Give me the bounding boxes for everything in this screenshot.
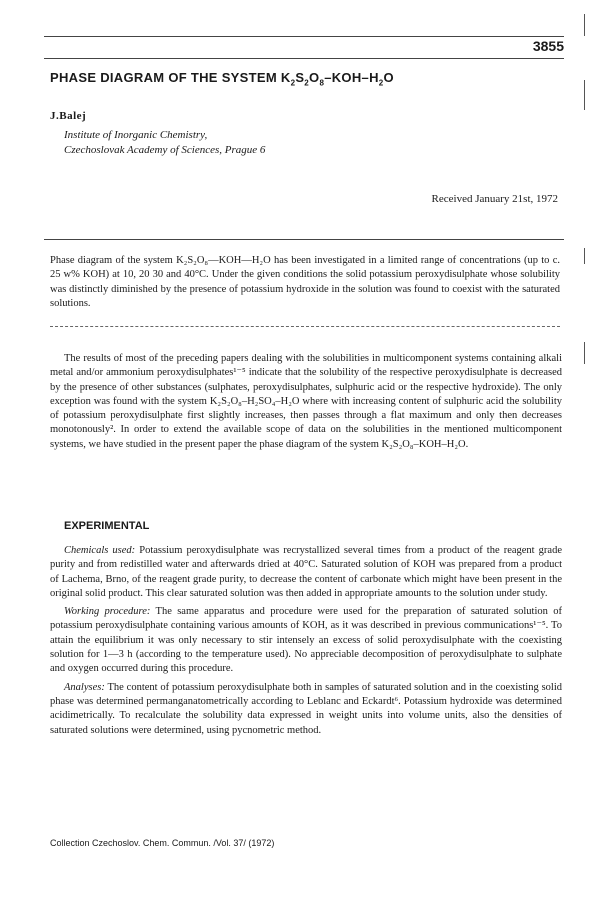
section-heading: EXPERIMENTAL — [64, 520, 150, 532]
abstract-top-rule — [44, 239, 564, 240]
margin-mark — [584, 248, 585, 264]
paragraph-chemicals — [50, 544, 562, 601]
paragraph-lead: Working procedure: — [64, 606, 151, 618]
introduction — [50, 352, 562, 452]
page-number: 3855 — [532, 38, 564, 54]
paragraph-lead: Chemicals used: — [64, 545, 136, 556]
paragraph-procedure — [50, 605, 562, 676]
article-title: PHASE DIAGRAM OF THE SYSTEM $K_2S_2O_8-KOH-H_2O$ — [50, 70, 394, 88]
margin-mark — [584, 80, 585, 110]
paragraph-text: The same apparatus and procedure were used for the preparation of saturated solution of potassium peroxydisulphate containing various amounts of KOH, as it was described in previous communications¹⁻⁵. To attain the equilibrium it was only necessary to stir intensely an excess of solid peroxydisulphate with the coexisting solution for 1—3 h (according to the temperature used). No appreciable decomposition of peroxydisulphate to sulphate and oxygen occurred during this procedure. — [50, 606, 562, 675]
paragraph-text: Potassium peroxydisulphate was recrystallized several times from a product of the reagent grade purity and from redistilled water and afterwards dried at 40°C. Saturated solution of KOH was prepared from a product of Lachema, Brno, of the reagent grade purity, to decrease the content of carbonate which might have been present in the original solid product. This clear saturated solution was then added in appropriate amounts to the solution under study. — [50, 545, 562, 599]
margin-mark — [584, 14, 585, 36]
intro-paragraph: The results of most of the preceding papers dealing with the solubilities in multicomponent systems containing alkali metal and/or ammonium peroxydisulphates¹⁻⁵ indicate that the solubility of the respective peroxydisulphate is decreased by the presence of other substances (sulphates, peroxydisulphates, sulphuric acid or the respective hydroxide). The only exception was found with the system K₂S₂O₈–H₂SO₄–H₂O where with increasing content of sulphuric acid the solubility of potassium peroxydisulphate first slightly increases, then passes through a flat maximum and only then decreases monotonously². In order to extend the available scope of data on the solubilities in the mentioned multicomponent systems, we have studied in the present paper the phase diagram of the system K₂S₂O₈–KOH–H₂O. — [50, 353, 562, 450]
affiliation-line: Institute of Inorganic Chemistry, — [64, 129, 208, 141]
top-rule — [44, 36, 564, 37]
paragraph-text: The content of potassium peroxydisulphate both in samples of saturated solution and in the coexisting solid phase was determined permanganatometrically according to Leblanc and Eckardt⁶. Potassium hydroxide was determined acidimetrically. To recalculate the solubility data expressed in weight units into volume units, also the densities of saturated solutions were determined, using pycnometric method. — [50, 681, 562, 736]
affiliation-line: Czechoslovak Academy of Sciences, Prague 6 — [64, 144, 266, 156]
author-name: J.Balej — [50, 110, 87, 122]
footer-citation: Collection Czechoslov. Chem. Commun. /Vol. 37/ (1972) — [50, 838, 275, 848]
paragraph-analyses — [50, 681, 562, 738]
abstract-divider — [50, 326, 560, 327]
affiliation — [64, 128, 265, 158]
paragraph-lead: Analyses: — [64, 681, 105, 693]
experimental-body — [50, 544, 562, 738]
abstract: Phase diagram of the system K₂S₂O₈—KOH—H₂O has been investigated in a limited range of concentrations (up to c. 25 w% KOH) at 10, 20 30 and 40°C. Under the given conditions the solid potassium peroxydisulphate whose solubility was distinctly diminished by the presence of potassium hydroxide in the solution was found to coexist with the saturated solutions. — [50, 255, 560, 309]
margin-mark — [584, 342, 585, 364]
received-date: Received January 21st, 1972 — [431, 193, 558, 205]
header-rule — [44, 58, 564, 59]
